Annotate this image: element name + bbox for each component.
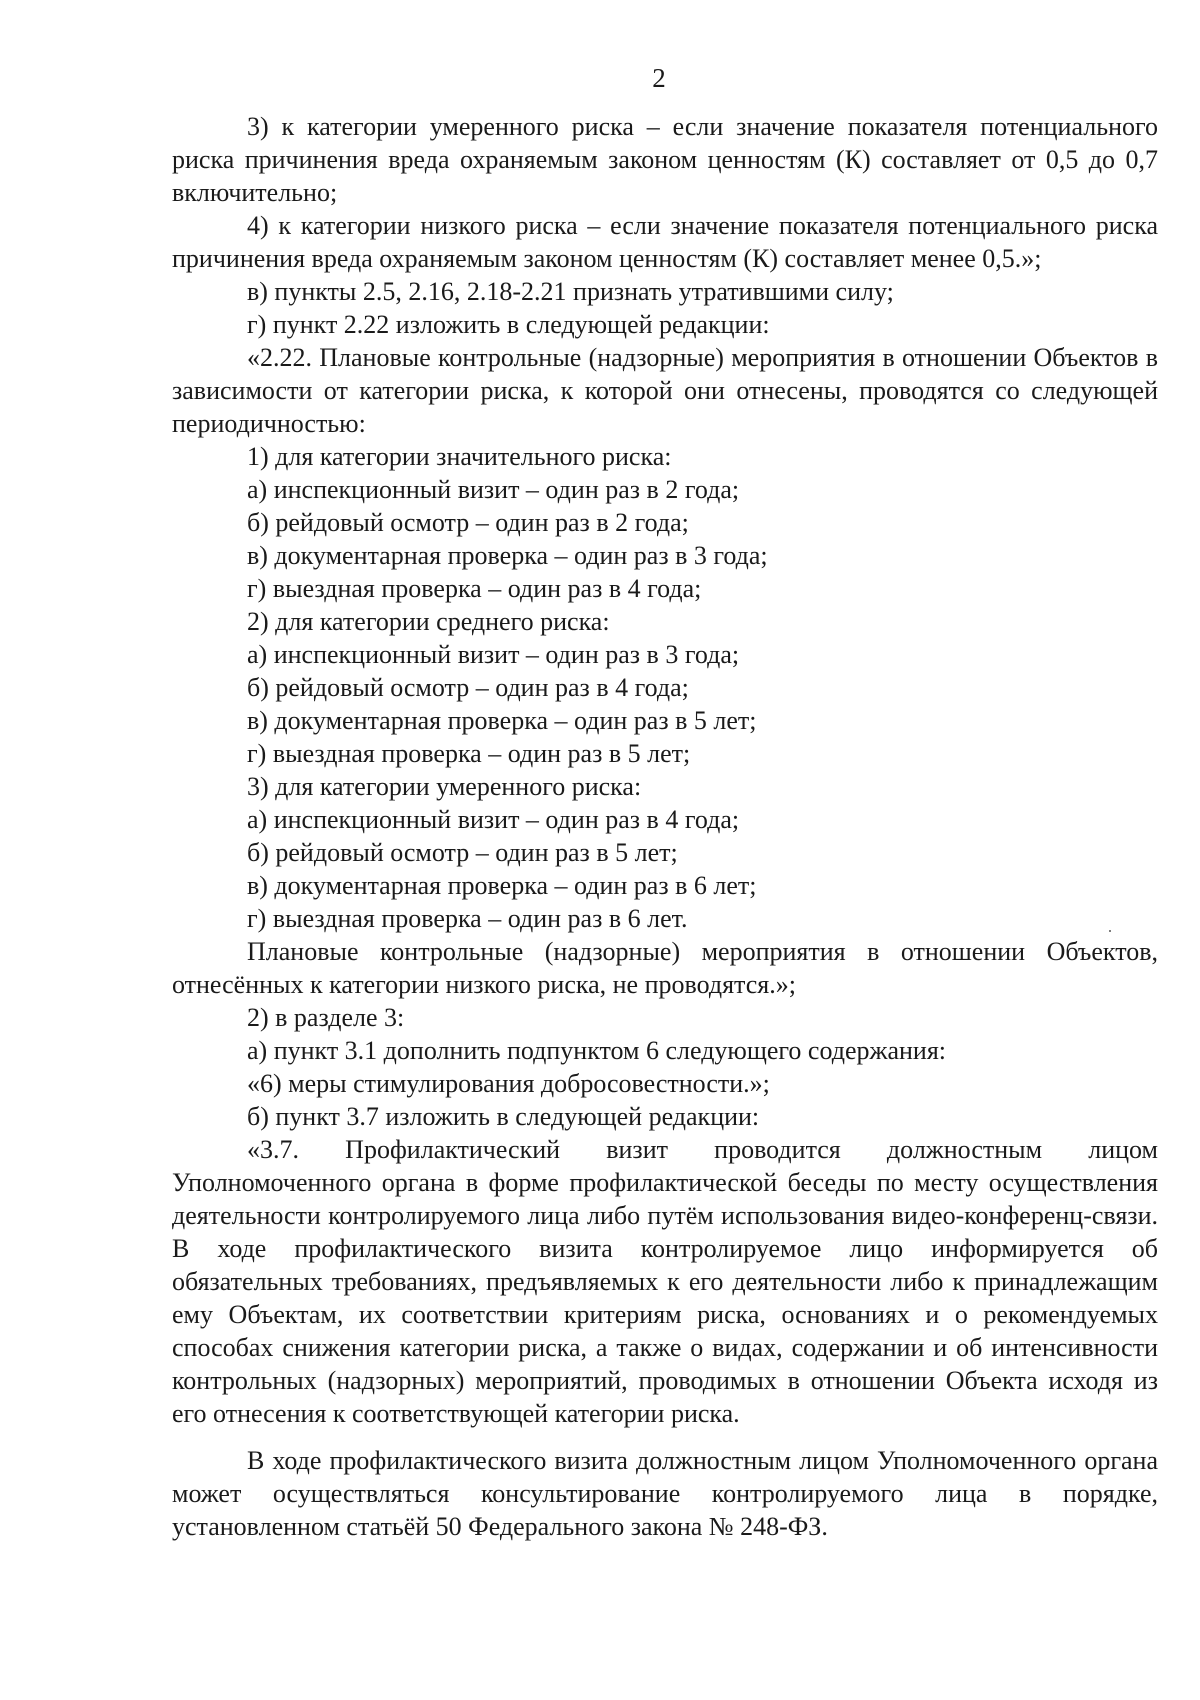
list-item: г) выездная проверка – один раз в 6 лет.	[247, 904, 688, 933]
paragraph-item-3-1-amendment: а) пункт 3.1 дополнить подпунктом 6 следующего содержания:	[247, 1036, 947, 1065]
list-heading-significant-risk: 1) для категории значительного риска:	[247, 442, 672, 471]
list-heading-medium-risk: 2) для категории среднего риска:	[247, 607, 610, 636]
paragraph-low-risk-no-inspections: Плановые контрольные (надзорные) мероприятия в отношении Объектов, отнесённых к категории низкого риска, не проводятся.»;	[172, 937, 1158, 999]
paragraph-moderate-risk-criterion: 3) к категории умеренного риска – если значение показателя потенциального риска причинения вреда охраняемым законом ценностям (К) составляет от 0,5 до 0,7 включительно;	[172, 112, 1158, 207]
paragraph-low-risk-criterion: 4) к категории низкого риска – если значение показателя потенциального риска причинения вреда охраняемым законом ценностям (К) составляет менее 0,5.»;	[172, 211, 1158, 273]
page-number: 2	[652, 63, 666, 93]
paragraph-item-2-22-text: «2.22. Плановые контрольные (надзорные) мероприятия в отношении Объектов в зависимости от категории риска, к которой они отнесены, проводятся со следующей периодичностью:	[172, 343, 1158, 438]
paragraph-item-3-7-text: «3.7. Профилактический визит проводится должностным лицом Уполномоченного органа в форме профилактической беседы по месту осуществления деятельности контролируемого лица либо путём использования видео-конференц-связи. В ходе профилактического визита контролируемое лицо информируется об обязательных требованиях, предъявляемых к его деятельности либо к принадлежащим ему Объектам, их соответствии критериям риска, основаниях и о рекомендуемых способах снижения категории риска, а также о видах, содержании и об интенсивности контрольных (надзорных) мероприятий, проводимых в отношении Объекта исходя из его отнесения к соответствующей категории риска.	[172, 1135, 1158, 1428]
list-item: в) документарная проверка – один раз в 6 лет;	[247, 871, 757, 900]
scan-speck	[1109, 930, 1111, 932]
list-item: а) инспекционный визит – один раз в 4 года;	[247, 805, 740, 834]
paragraph-item-3-7-intro: б) пункт 3.7 изложить в следующей редакции:	[247, 1102, 760, 1131]
list-item: б) рейдовый осмотр – один раз в 4 года;	[247, 673, 689, 702]
list-item: г) выездная проверка – один раз в 5 лет;	[247, 739, 691, 768]
paragraph-consultation: В ходе профилактического визита должностным лицом Уполномоченного органа может осуществляться консультирование контролируемого лица в порядке, установленном статьёй 50 Федерального закона № 248-ФЗ.	[172, 1446, 1158, 1541]
list-item: в) документарная проверка – один раз в 3 года;	[247, 541, 768, 570]
paragraph-item-2-22-intro: г) пункт 2.22 изложить в следующей редакции:	[247, 310, 770, 339]
list-item: а) инспекционный визит – один раз в 2 года;	[247, 475, 740, 504]
list-item: а) инспекционный визит – один раз в 3 года;	[247, 640, 740, 669]
list-item: б) рейдовый осмотр – один раз в 2 года;	[247, 508, 689, 537]
list-item: б) рейдовый осмотр – один раз в 5 лет;	[247, 838, 678, 867]
list-item: в) документарная проверка – один раз в 5 лет;	[247, 706, 757, 735]
paragraph-section-3-heading: 2) в разделе 3:	[247, 1003, 405, 1032]
list-item: г) выездная проверка – один раз в 4 года;	[247, 574, 702, 603]
list-heading-moderate-risk: 3) для категории умеренного риска:	[247, 772, 642, 801]
paragraph-repealed-items: в) пункты 2.5, 2.16, 2.18-2.21 признать утратившими силу;	[247, 277, 894, 306]
document-body	[172, 110, 1158, 1543]
paragraph-item-3-1-new-subitem: «6) меры стимулирования добросовестности.»;	[247, 1069, 770, 1098]
